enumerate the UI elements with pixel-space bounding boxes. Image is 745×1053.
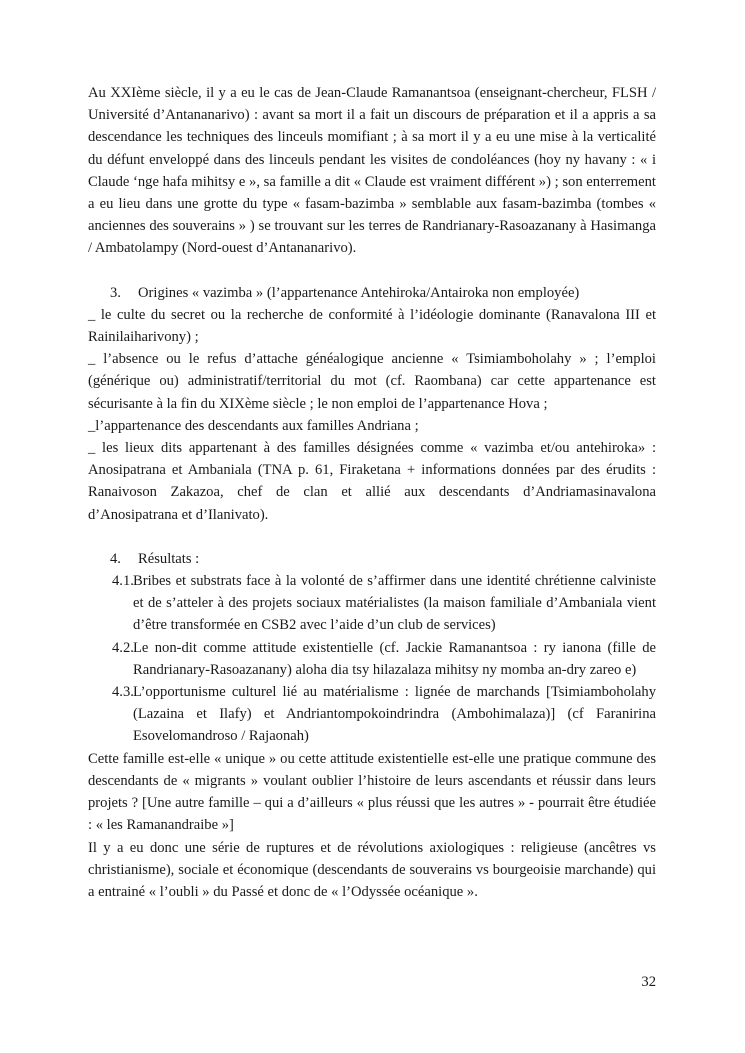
section-3-number: 3. <box>110 284 121 301</box>
section-3-line: _ l’absence ou le refus d’attache généalogique ancienne « Tsimiamboholahy » ; l’emploi (générique ou) administratif/territorial du mot (cf. Raombana) car cette appartenance est sécurisante à la fin du XIXème siècle ; le non emploi de l’appartenance Hova ; <box>88 351 656 412</box>
intro-paragraph: Au XXIème siècle, il y a eu le cas de Jean-Claude Ramanantsoa (enseignant-chercheur, FLSH / Université d’Antananarivo) : avant sa mort il a fait un discours de préparation et il a appris a sa descendance les techniques des linceuls momifiant ; à sa mort il y a eu une mise à la verticalité du défunt enveloppé dans des linceuls pendant les visites de condoléances (hoy ny havany : « i Claude ‘nge hafa mihitsy e », sa famille a dit « Claude est vraiment différent ») ; son enterrement a eu lieu dans une grotte du type « fasam-bazimba » semblable aux fasam-bazimba (tombes « anciennes des souverains » ) se trouvant sur les terres de Randrianary-Rasoazanany à Hasimanga / Ambatolampy (Nord-ouest d’Antananarivo). <box>88 85 656 257</box>
result-item <box>88 570 656 637</box>
question-paragraph: Cette famille est-elle « unique » ou cette attitude existentielle est-elle une pratique commune des descendants de « migrants » voulant oublier l’histoire de leurs ascendants et réussir dans leurs projets ? [Une autre famille – qui a d’ailleurs « plus réussi que les autres » - pourrait être étudiée : « les Ramanandraibe »] <box>88 750 656 834</box>
page-body <box>88 82 656 903</box>
section-3-line: _l’appartenance des descendants aux familles Andriana ; <box>88 417 419 434</box>
page-number: 32 <box>641 974 656 990</box>
result-item <box>88 681 656 748</box>
result-item-number: 4.1. <box>112 573 134 590</box>
result-item-text: L’opportunisme culturel lié au matérialisme : lignée de marchands [Tsimiamboholahy (Lazaina et Ilafy) et Andriantompokoindrindra (Ambohimalaza)] (cf Faranirina Esovelomandroso / Rajaonah) <box>133 684 656 745</box>
section-4-heading <box>88 548 656 570</box>
section-3-title: Origines « vazimba » (l’appartenance Antehiroka/Antairoka non employée) <box>138 284 580 301</box>
result-item-text: Bribes et substrats face à la volonté de s’affirmer dans une identité chrétienne calviniste et de s’atteler à des projets sociaux matérialistes (la maison familiale d’Ambaniala vient d’être transformée en CSB2 avec l’aide d’un club de services) <box>133 573 656 634</box>
result-item-text: Le non-dit comme attitude existentielle (cf. Jackie Ramanantsoa : ry ianona (fille de Randrianary-Rasoazanany) aloha dia tsy hilazalaza mihitsy ny momba an-dry zareo e) <box>133 639 656 678</box>
section-3-line: _ le culte du secret ou la recherche de conformité à l’idéologie dominante (Ranavalona III et Rainilaiharivony) ; <box>88 306 656 346</box>
result-item <box>88 637 656 681</box>
result-item-number: 4.3. <box>112 684 134 701</box>
section-4-number: 4. <box>110 550 121 567</box>
conclusion-paragraph: Il y a eu donc une série de ruptures et de révolutions axiologiques : religieuse (ancêtres vs christianisme), sociale et économique (descendants de souverains vs bourgeoisie marchande) qui a entrainé « l’oubli » du Passé et donc de « l’Odyssée océanique ». <box>88 839 656 900</box>
section-3-heading <box>88 282 656 304</box>
spacer <box>88 526 656 548</box>
section-4-title: Résultats : <box>138 550 200 567</box>
spacer <box>88 260 656 282</box>
section-3-line: _ les lieux dits appartenant à des familles désignées comme « vazimba et/ou antehiroka» : Anosipatrana et Ambaniala (TNA p. 61, Firaketana + informations données par des érudits : Ranaivoson Zakazoa, chef de clan et allié aux descendants d’Andriamasinavalona d’Anosipatrana et d’Ilanivato). <box>88 440 656 523</box>
result-item-number: 4.2. <box>112 639 134 656</box>
